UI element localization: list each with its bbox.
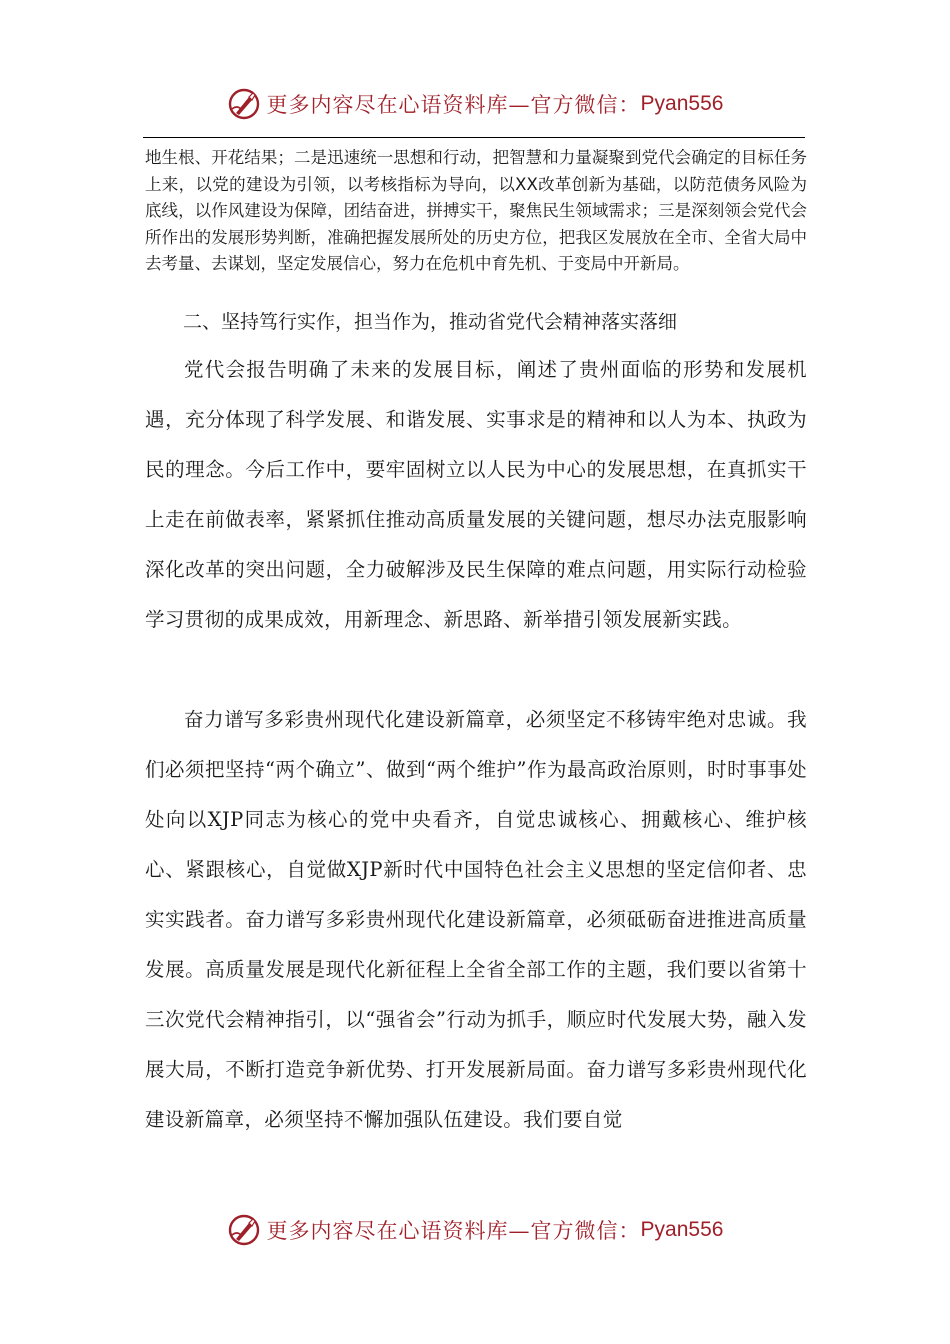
header-banner	[0, 82, 950, 126]
banner-text: 更多内容尽在心语资料库—官方微信：	[266, 1219, 641, 1243]
footer-banner	[0, 1208, 950, 1252]
pen-seal-icon	[227, 87, 261, 121]
banner-wechat-id: Pyan556	[640, 92, 724, 115]
body-paragraph: 奋力谱写多彩贵州现代化建设新篇章，必须坚定不移铸牢绝对忠诚。我们必须把坚持“两个确立”、做到“两个维护”作为最高政治原则，时时事事处处向以XJP同志为核心的党中央看齐，自觉忠诚核心、拥戴核心、维护核心、紧跟核心，自觉做XJP新时代中国特色社会主义思想的坚定信仰者、忠实实践者。奋力谱写多彩贵州现代化建设新篇章，必须砥砺奋进推进高质量发展。高质量发展是现代化新征程上全省全部工作的主题，我们要以省第十三次党代会精神指引，以“强省会”行动为抓手，顺应时代发展大势，融入发展大局，不断打造竞争新优势、打开发展新局面。奋力谱写多彩贵州现代化建设新篇章，必须坚持不懈加强队伍建设。我们要自觉	[145, 708, 807, 1131]
pen-seal-icon	[227, 1213, 261, 1247]
body-paragraph: 党代会报告明确了未来的发展目标，阐述了贵州面临的形势和发展机遇，充分体现了科学发展、和谐发展、实事求是的精神和以人为本、执政为民的理念。今后工作中，要牢固树立以人民为中心的发展思想，在真抓实干上走在前做表率，紧紧抓住推动高质量发展的关键问题，想尽办法克服影响深化改革的突出问题，全力破解涉及民生保障的难点问题，用实际行动检验学习贯彻的成果成效，用新理念、新思路、新举措引领发展新实践。	[145, 358, 807, 631]
banner-wechat-id: Pyan556	[640, 1218, 724, 1241]
section-heading: 二、坚持笃行实作，担当作为，推动省党代会精神落实落细	[183, 311, 678, 333]
banner-text: 更多内容尽在心语资料库—官方微信：	[266, 93, 641, 117]
header-rule	[143, 137, 805, 138]
continued-paragraph: 地生根、开花结果；二是迅速统一思想和行动，把智慧和力量凝聚到党代会确定的目标任务上来，以党的建设为引领，以考核指标为导向，以XX改革创新为基础，以防范债务风险为底线，以作风建设为保障，团结奋进，拼搏实干，聚焦民生领域需求；三是深刻领会党代会所作出的发展形势判断，准确把握发展所处的历史方位，把我区发展放在全市、全省大局中去考量、去谋划，坚定发展信心，努力在危机中育先机、于变局中开新局。	[145, 148, 807, 273]
